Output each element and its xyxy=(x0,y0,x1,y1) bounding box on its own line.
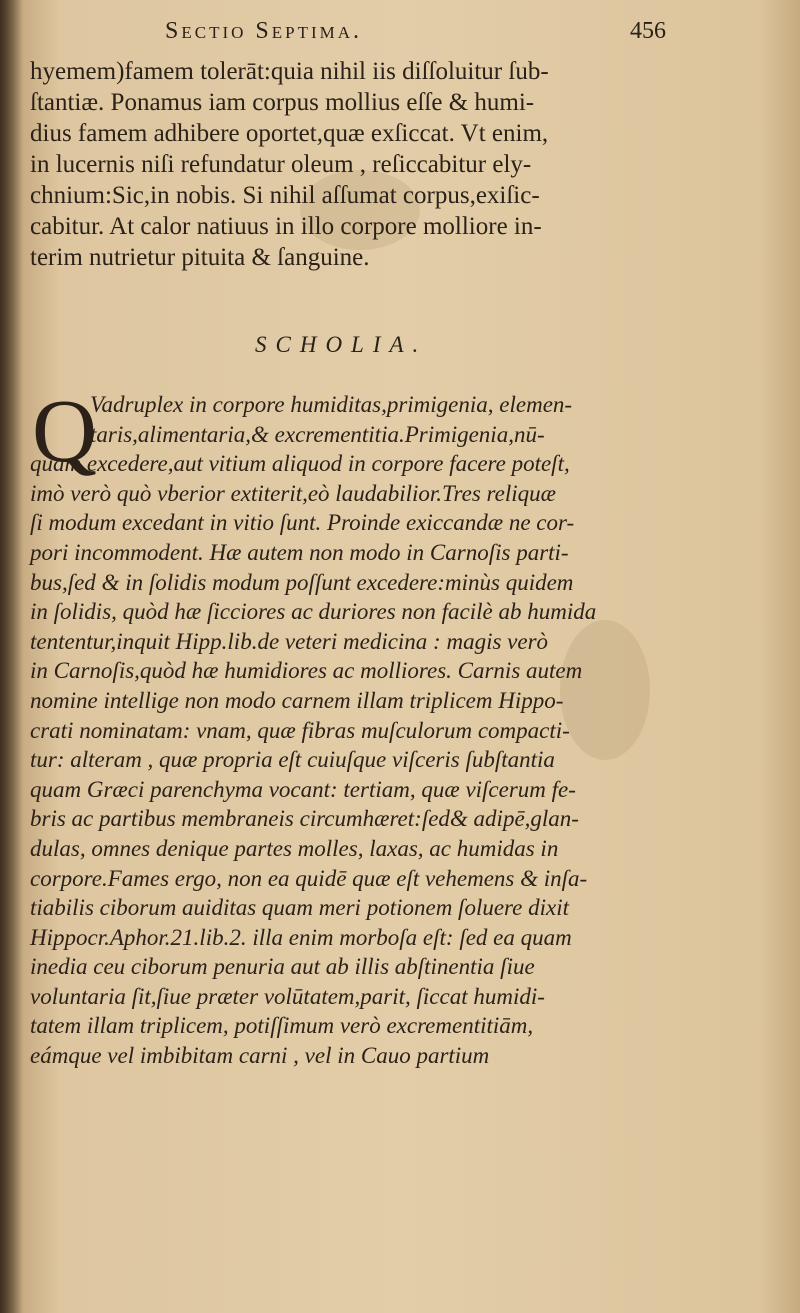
text-line: cabitur. At calor natiuus in illo corpore molliore in- xyxy=(30,213,542,240)
text-line: chnium:Sic,in nobis. Si nihil aſſumat corpus,exiſic- xyxy=(30,182,540,209)
scholia-line: corpore.Fames ergo, non ea quidē quæ eſt vehemens & inſa- xyxy=(30,865,588,891)
running-head xyxy=(0,18,800,52)
scholia-line: eámque vel imbibitam carni , vel in Cauo partium xyxy=(30,1043,490,1069)
scholia-line: dulas, omnes denique partes molles, laxas, ac humidas in xyxy=(30,835,559,861)
scholia-line: in ſolidis, quòd hæ ſicciores ac duriores non facilè ab humida xyxy=(30,599,597,625)
scholia-line: quam Græci parenchyma vocant: tertiam, quæ viſcerum fe- xyxy=(30,776,576,802)
scholia-line: Hippocr.Aphor.21.lib.2. illa enim morboſa eſt: ſed ea quam xyxy=(30,924,572,950)
scholia-line: tiabilis ciborum auiditas quam meri potionem ſoluere dixit xyxy=(30,895,569,921)
text-line: in lucernis niſi refundatur oleum , reſiccabitur ely- xyxy=(30,151,532,178)
scholia-line: tatem illam triplicem, potiſſimum verò excrementitiām, xyxy=(30,1013,534,1039)
scholia-line: bris ac partibus membraneis circumhæret:ſed& adipē,glan- xyxy=(30,806,579,832)
scholia-line: inedia ceu ciborum penuria aut ab illis abſtinentia ſiue xyxy=(30,954,535,980)
binding-gutter-shadow xyxy=(0,0,22,1313)
scholia-line: ſi modum excedant in vitio ſunt. Proinde exiccandæ ne cor- xyxy=(30,510,575,536)
scholia-line: Vadruplex in corpore humiditas,primigenia, elemen- xyxy=(90,392,573,417)
scholia-line: imò verò quò vberior extiterit,eò laudabilior.Tres reliquæ xyxy=(30,480,556,506)
scholia-line: crati nominatam: vnam, quæ fibras muſculorum compacti- xyxy=(30,717,570,743)
text-line: terim nutrietur pituita & ſanguine. xyxy=(30,244,370,271)
scholia-line: pori incommodent. Hæ autem non modo in Carnoſis parti- xyxy=(30,539,569,565)
scholia-line: tententur,inquit Hipp.lib.de veteri medicina : magis verò xyxy=(30,628,549,654)
main-text-block xyxy=(30,56,690,273)
running-title: Sectio Septima. xyxy=(165,18,363,44)
text-line: hyemem)famem tolerāt:quia nihil iis diſſoluitur ſub- xyxy=(30,58,549,85)
scholia-line: in Carnoſis,quòd hæ humidiores ac molliores. Carnis autem xyxy=(30,658,583,684)
scholia-line: tur: alteram , quæ propria eſt cuiuſque viſceris ſubſtantia xyxy=(30,747,555,773)
scholia-line: nomine intellige non modo carnem illam triplicem Hippo- xyxy=(30,687,564,713)
text-line: dius famem adhibere oportet,quæ exſiccat. Vt enim, xyxy=(30,120,549,147)
drop-cap-initial: Q xyxy=(32,382,97,481)
scholia-line: taris,alimentaria,& excrementitia.Primigenia,nū- xyxy=(90,421,545,447)
scholia-line: bus,ſed & in ſolidis modum poſſunt excedere:minùs quidem xyxy=(30,569,574,595)
page-number: 456 xyxy=(630,18,666,44)
text-line: ſtantiæ. Ponamus iam corpus mollius eſſe & humi- xyxy=(30,89,535,116)
scholia-heading: SCHOLIA. xyxy=(255,332,428,357)
scholia-line: quam excedere,aut vitium aliquod in corpore facere poteſt, xyxy=(30,451,570,477)
scholia-line: voluntaria ſit,ſiue præter volūtatem,parit, ſiccat humidi- xyxy=(30,983,545,1009)
scholia-text-block xyxy=(30,382,720,1071)
